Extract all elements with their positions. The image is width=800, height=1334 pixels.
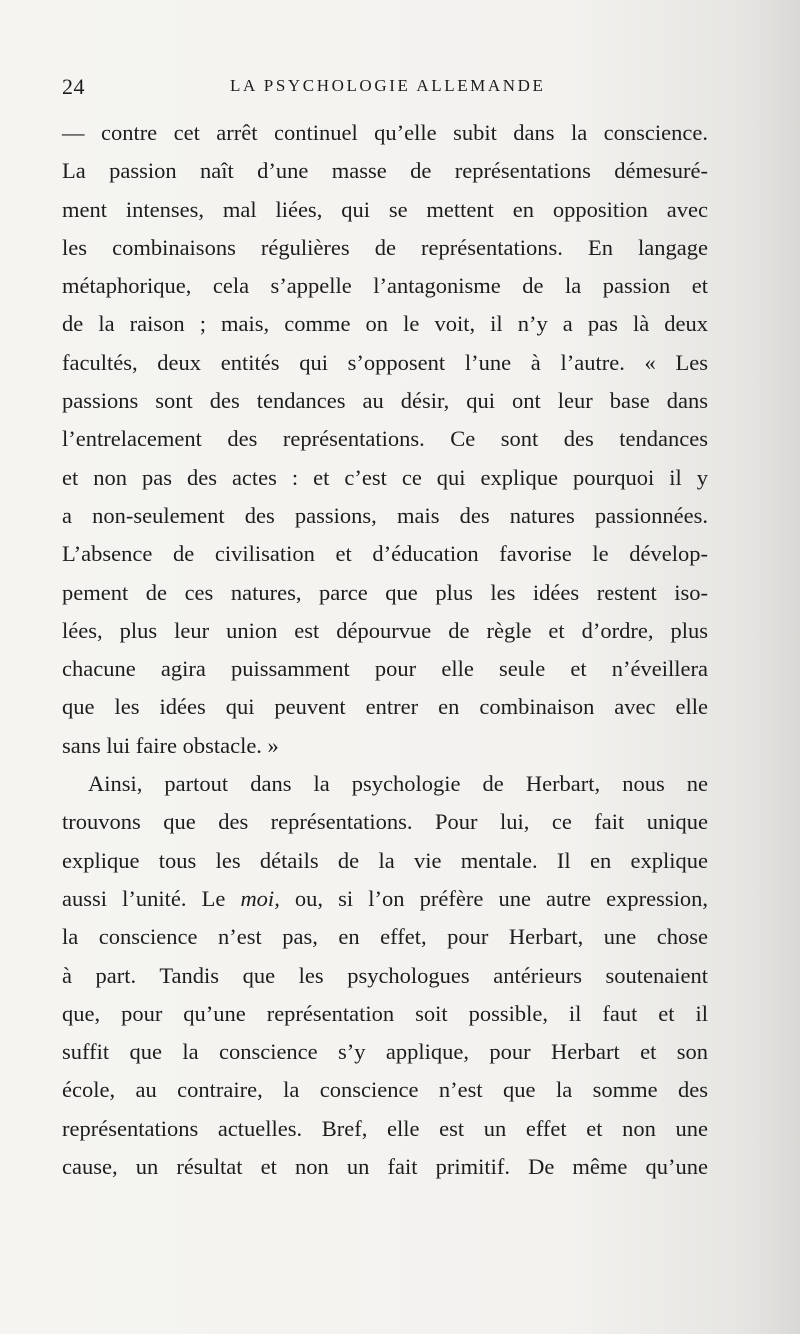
text-line: a non-seulement des passions, mais des natures passionnées. bbox=[62, 502, 708, 528]
italic-term: moi, bbox=[240, 885, 280, 911]
text-line: représentations actuelles. Bref, elle est un effet et non une bbox=[62, 1115, 708, 1141]
text-line: lées, plus leur union est dépourvue de règle et d’ordre, plus bbox=[62, 617, 708, 643]
text-line: l’entrelacement des représentations. Ce sont des tendances bbox=[62, 426, 708, 452]
page-number: 24 bbox=[62, 74, 85, 99]
text-line: cause, un résultat et non un fait primitif. De même qu’une bbox=[62, 1154, 708, 1180]
text-line: — contre cet arrêt continuel qu’elle subit dans la conscience. bbox=[62, 120, 708, 145]
text-line: L’absence de civilisation et d’éducation favorise le dévelop- bbox=[62, 541, 708, 567]
text-segment: ou, si l’on préfère une autre expression, bbox=[279, 885, 708, 911]
text-line: à part. Tandis que les psychologues antérieurs soutenaient bbox=[62, 962, 708, 988]
text-line: passions sont des tendances au désir, qui ont leur base dans bbox=[62, 388, 708, 414]
body-text bbox=[62, 114, 708, 1186]
text-line: les combinaisons régulières de représentations. En langage bbox=[62, 234, 708, 260]
text-line: école, au contraire, la conscience n’est que la somme des bbox=[62, 1077, 708, 1103]
text-line: la conscience n’est pas, en effet, pour Herbart, une chose bbox=[62, 924, 708, 950]
text-line: facultés, deux entités qui s’opposent l’une à l’autre. « Les bbox=[62, 349, 708, 375]
text-line: chacune agira puissamment pour elle seule et n’éveillera bbox=[62, 656, 708, 682]
text-line: Ainsi, partout dans la psychologie de Herbart, nous ne bbox=[88, 771, 708, 797]
text-line: de la raison ; mais, comme on le voit, il n’y a pas là deux bbox=[62, 311, 708, 337]
text-segment: aussi l’unité. Le bbox=[62, 885, 241, 911]
text-line: sans lui faire obstacle. » bbox=[62, 732, 279, 758]
text-line: que, pour qu’une représentation soit possible, il faut et il bbox=[62, 1000, 708, 1026]
text-line-with-italic bbox=[62, 880, 708, 918]
text-line: La passion naît d’une masse de représentations démesuré- bbox=[62, 158, 708, 184]
running-title: LA PSYCHOLOGIE ALLEMANDE bbox=[230, 76, 546, 95]
text-line: trouvons que des représentations. Pour lui, ce fait unique bbox=[62, 809, 708, 835]
page-header bbox=[62, 74, 708, 104]
text-line: que les idées qui peuvent entrer en combinaison avec elle bbox=[62, 694, 708, 720]
text-line: métaphorique, cela s’appelle l’antagonisme de la passion et bbox=[62, 273, 708, 299]
text-line: explique tous les détails de la vie mentale. Il en explique bbox=[62, 847, 708, 873]
text-line: ment intenses, mal liées, qui se mettent en opposition avec bbox=[62, 196, 708, 222]
text-line: pement de ces natures, parce que plus les idées restent iso- bbox=[62, 579, 708, 605]
text-line: suffit que la conscience s’y applique, pour Herbart et son bbox=[62, 1039, 708, 1065]
text-line: et non pas des actes : et c’est ce qui explique pourquoi il y bbox=[62, 464, 708, 490]
